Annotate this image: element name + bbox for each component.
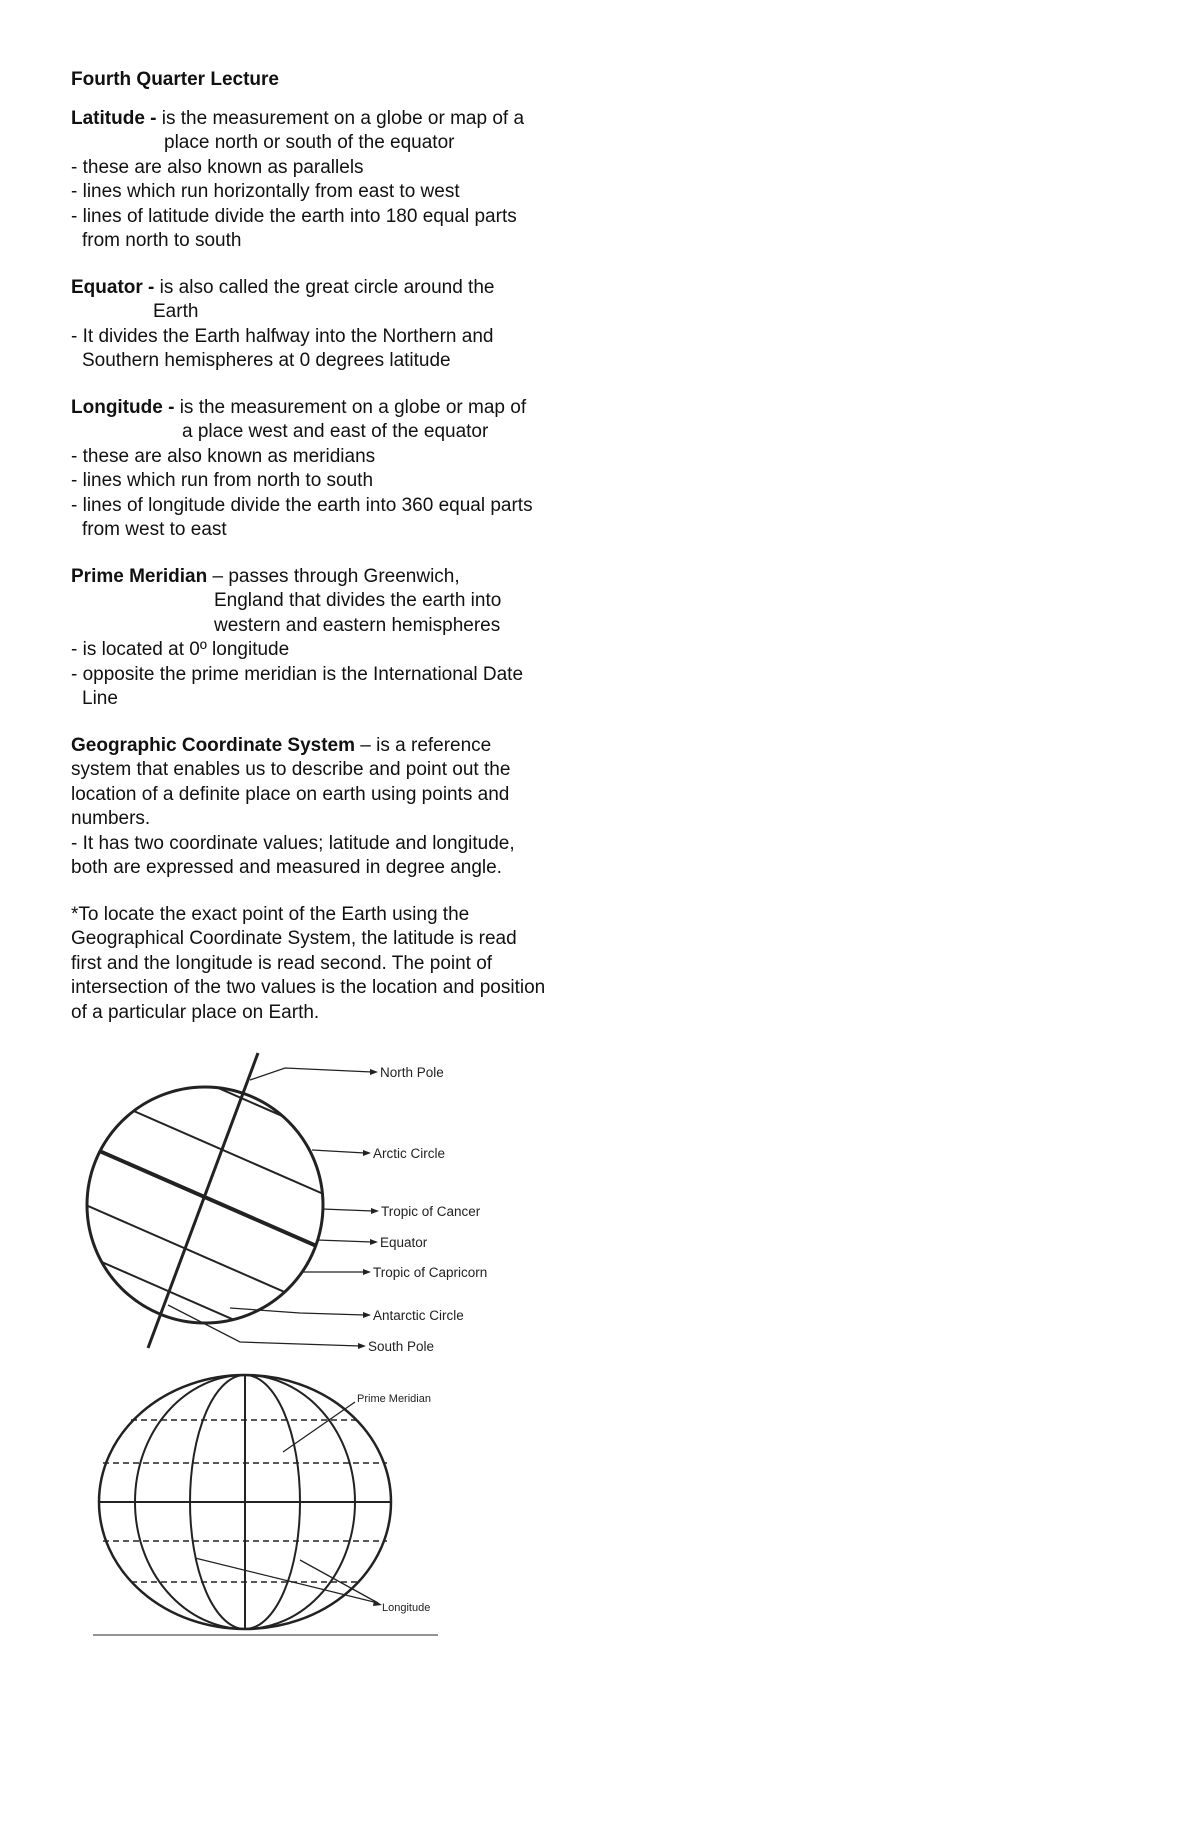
equator-term: Equator -: [71, 276, 155, 298]
note-line: intersection of the two values is the location and position: [71, 977, 546, 998]
longitude-bullet: - these are also known as meridians: [71, 445, 376, 467]
equator-definition-cont: Earth: [153, 301, 199, 322]
globe-outline: [87, 1087, 323, 1323]
latitude-bullet: - lines of latitude divide the earth into 180 equal parts: [71, 205, 517, 227]
longitude-bullet: - lines of longitude divide the earth into 360 equal parts: [71, 494, 533, 516]
prime-meridian-definition: – passes through Greenwich,: [207, 565, 460, 587]
equator-bullet-wrap: Southern hemispheres at 0 degrees latitude: [82, 350, 451, 371]
arctic-circle-line: [40, 1010, 360, 1150]
tropic-capricorn-label: Tropic of Capricorn: [373, 1265, 488, 1280]
arctic-circle-label: Arctic Circle: [373, 1146, 446, 1161]
note-line: Geographical Coordinate System, the latitude is read: [71, 928, 517, 949]
document-title: Fourth Quarter Lecture: [71, 69, 279, 90]
prime-meridian-bullet: - opposite the prime meridian is the International Date: [71, 663, 524, 685]
latitude-bullet: - these are also known as parallels: [71, 156, 364, 178]
longitude-label: Longitude: [382, 1602, 431, 1614]
south-pole-label: South Pole: [368, 1339, 435, 1354]
latitude-term: Latitude -: [71, 107, 157, 129]
prime-meridian-label: Prime Meridian: [357, 1393, 431, 1405]
gcs-line: location of a definite place on earth using points and: [71, 783, 510, 805]
note-line: *To locate the exact point of the Earth using the: [71, 903, 470, 925]
meridian-globe-diagram: [93, 1375, 438, 1635]
prime-meridian-term: Prime Meridian: [71, 565, 208, 587]
note-line: of a particular place on Earth.: [71, 1001, 320, 1023]
latitude-bullet-wrap: from north to south: [82, 230, 242, 251]
longitude-bullet-wrap: from west to east: [82, 519, 227, 540]
gcs-definition: – is a reference: [355, 734, 492, 756]
north-pole-label: North Pole: [380, 1065, 444, 1080]
prime-meridian-definition-cont: England that divides the earth into: [214, 590, 502, 611]
equator-label: Equator: [380, 1235, 428, 1250]
prime-meridian-bullet: - is located at 0º longitude: [71, 639, 290, 660]
gcs-line: both are expressed and measured in degree angle.: [71, 857, 502, 878]
longitude-definition: is the measurement on a globe or map of: [174, 396, 527, 418]
gcs-term: Geographic Coordinate System: [71, 734, 356, 756]
equator-definition: is also called the great circle around the: [154, 276, 495, 298]
latitude-definition-cont: place north or south of the equator: [164, 132, 455, 153]
gcs-line: numbers.: [71, 808, 151, 829]
equator-bullet: - It divides the Earth halfway into the Northern and: [71, 325, 494, 347]
gcs-line: system that enables us to describe and point out the: [71, 759, 511, 780]
tropic-cancer-label: Tropic of Cancer: [381, 1204, 481, 1219]
antarctic-circle-label: Antarctic Circle: [373, 1308, 464, 1323]
earth-axis: [148, 1053, 258, 1348]
longitude-bullet: - lines which run from north to south: [71, 470, 374, 491]
prime-meridian-bullet-wrap: Line: [82, 688, 118, 709]
latitude-definition: is the measurement on a globe or map of a: [156, 107, 525, 129]
latitude-bullet: - lines which run horizontally from east to west: [71, 181, 460, 202]
longitude-term: Longitude -: [71, 396, 175, 418]
gcs-line: - It has two coordinate values; latitude and longitude,: [71, 832, 515, 854]
longitude-definition-cont: a place west and east of the equator: [182, 421, 489, 442]
note-line: first and the longitude is read second. The point of: [71, 952, 493, 974]
prime-meridian-definition-cont: western and eastern hemispheres: [214, 614, 501, 636]
